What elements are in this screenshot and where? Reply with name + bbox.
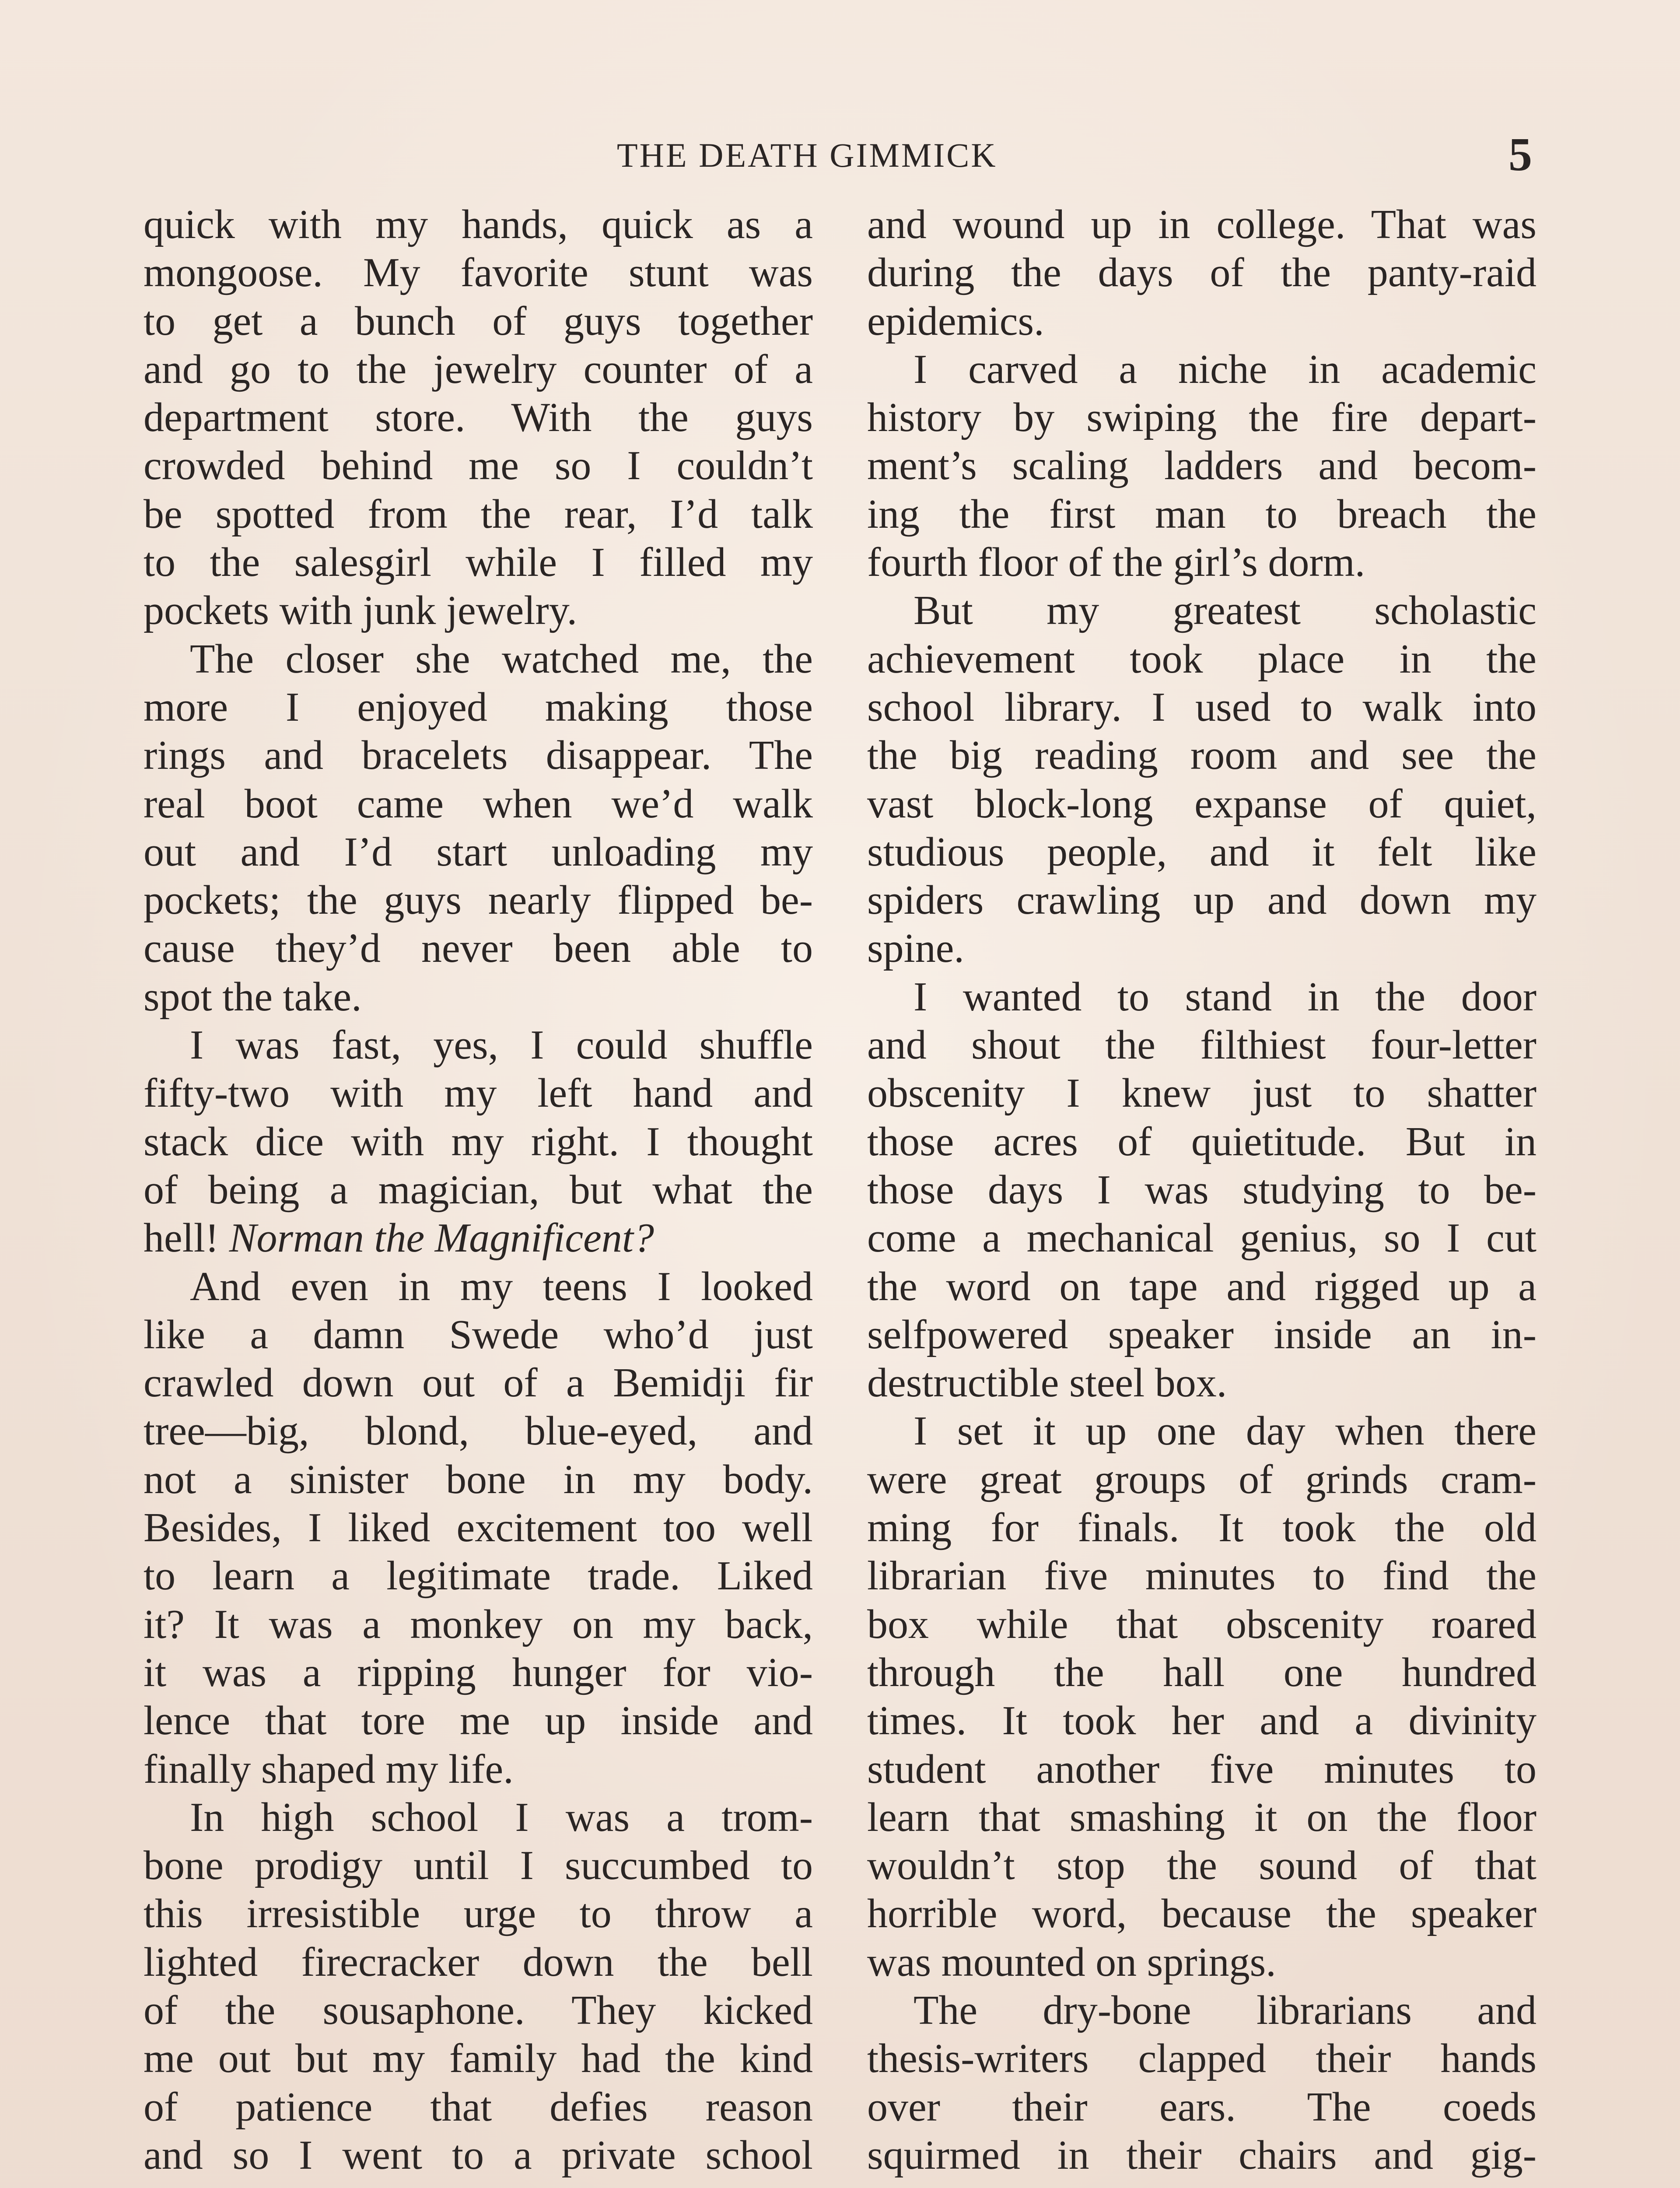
text-line [867, 1648, 1536, 1697]
text-line [144, 731, 813, 779]
line-text: horrible word, because the speaker [867, 1891, 1536, 1937]
text-line [144, 1069, 813, 1117]
line-text: epidemics. [867, 298, 1044, 344]
line-text: I carved a niche in academic [914, 346, 1536, 392]
text-line [867, 876, 1536, 924]
text-line [867, 1600, 1536, 1648]
line-text: selfpowered speaker inside an in- [867, 1311, 1536, 1357]
text-line [144, 924, 813, 972]
text-line [867, 442, 1536, 490]
text-line [867, 345, 1536, 393]
text-line [144, 586, 813, 635]
line-text: thesis-writers clapped their hands [867, 2036, 1536, 2082]
text-line [867, 2034, 1536, 2083]
line-text: squirmed in their chairs and gig- [867, 2132, 1536, 2178]
text-line [144, 2034, 813, 2083]
text-line [144, 1938, 813, 1986]
text-line [867, 2131, 1536, 2179]
line-text: stack dice with my right. I thought [144, 1119, 813, 1164]
text-line [144, 442, 813, 490]
text-line [144, 1021, 813, 1069]
line-text: librarian five minutes to find the [867, 1553, 1536, 1599]
line-text: out and I’d start unloading my [144, 829, 813, 875]
line-text: lence that tore me up inside and [144, 1698, 813, 1744]
italic-text: Norman the Magnificent? [229, 1215, 654, 1261]
text-line [867, 1214, 1536, 1262]
text-line [144, 393, 813, 442]
line-text: and shout the filthiest four-letter [867, 1022, 1536, 1068]
text-line [867, 1021, 1536, 1069]
line-text: crowded behind me so I couldn’t [144, 443, 813, 489]
text-line [867, 2083, 1536, 2131]
text-line [144, 200, 813, 249]
text-line [867, 490, 1536, 538]
text-line [144, 345, 813, 393]
text-line [867, 1359, 1536, 1407]
text-line [144, 876, 813, 924]
line-text: me out but my family had the kind [144, 2036, 813, 2082]
line-text: achievement took place in the [867, 636, 1536, 682]
left-text-column [144, 200, 813, 2179]
text-line [867, 1118, 1536, 1166]
text-line [867, 780, 1536, 828]
text-line [144, 1745, 813, 1793]
line-text: it? It was a monkey on my back, [144, 1601, 813, 1647]
text-line [867, 1986, 1536, 2034]
text-line [867, 683, 1536, 731]
text-line [867, 393, 1536, 442]
line-text: the big reading room and see the [867, 733, 1536, 778]
line-text: to the salesgirl while I filled my [144, 540, 813, 586]
line-text: quick with my hands, quick as a [144, 202, 813, 247]
text-line [144, 2083, 813, 2131]
line-text: through the hall one hundred [867, 1649, 1536, 1695]
line-text: like a damn Swede who’d just [144, 1311, 813, 1357]
text-line [144, 249, 813, 297]
line-text: crawled down out of a Bemidji fir [144, 1360, 813, 1406]
line-text: times. It took her and a divinity [867, 1698, 1536, 1744]
text-line [144, 1118, 813, 1166]
line-text: school library. I used to walk into [867, 684, 1536, 730]
line-text: spot the take. [144, 974, 362, 1020]
line-text: Besides, I liked excitement too well [144, 1505, 813, 1551]
text-line [867, 297, 1536, 345]
text-line [144, 683, 813, 731]
line-text: were great groups of grinds cram- [867, 1456, 1536, 1502]
line-text: ing the first man to breach the [867, 491, 1536, 537]
line-text: spiders crawling up and down my [867, 877, 1536, 923]
text-line [867, 973, 1536, 1021]
text-line [144, 1311, 813, 1359]
text-line [867, 1697, 1536, 1745]
text-line [867, 1262, 1536, 1311]
text-line [144, 1407, 813, 1455]
text-line [867, 1841, 1536, 1890]
line-text: history by swiping the fire depart- [867, 395, 1536, 441]
text-line [867, 731, 1536, 779]
text-line [144, 973, 813, 1021]
line-text: be spotted from the rear, I’d talk [144, 491, 813, 537]
line-text: obscenity I knew just to shatter [867, 1070, 1536, 1116]
text-line [144, 1166, 813, 1214]
line-text: over their ears. The coeds [867, 2084, 1536, 2130]
text-line [144, 297, 813, 345]
line-text: rings and bracelets disappear. The [144, 733, 813, 778]
text-line [867, 1552, 1536, 1600]
line-text: finally shaped my life. [144, 1746, 514, 1792]
text-line [867, 1166, 1536, 1214]
text-line [144, 490, 813, 538]
text-line [144, 1504, 813, 1552]
line-text: during the days of the panty-raid [867, 250, 1536, 296]
line-text: hell! [144, 1215, 229, 1261]
text-line [144, 1648, 813, 1697]
line-text: not a sinister bone in my body. [144, 1456, 813, 1502]
text-line [867, 1407, 1536, 1455]
line-text: In high school I was a trom- [190, 1794, 813, 1840]
line-text: of being a magician, but what the [144, 1167, 813, 1213]
line-text: box while that obscenity roared [867, 1601, 1536, 1647]
text-line [867, 1069, 1536, 1117]
text-line [144, 1793, 813, 1841]
line-text: of patience that defies reason [144, 2084, 813, 2130]
line-text: destructible steel box. [867, 1360, 1227, 1406]
line-text: to get a bunch of guys together [144, 298, 813, 344]
line-text: ming for finals. It took the old [867, 1505, 1536, 1551]
line-text: come a mechanical genius, so I cut [867, 1215, 1536, 1261]
line-text: I was fast, yes, I could shuffle [190, 1022, 813, 1068]
line-text: The closer she watched me, the [190, 636, 813, 682]
line-text: those acres of quietitude. But in [867, 1119, 1536, 1164]
text-line [144, 1552, 813, 1600]
line-text: vast block-long expanse of quiet, [867, 781, 1536, 827]
text-line [144, 635, 813, 683]
line-text: and wound up in college. That was [867, 202, 1536, 247]
line-text: the word on tape and rigged up a [867, 1263, 1536, 1309]
line-text: real boot came when we’d walk [144, 781, 813, 827]
line-text: those days I was studying to be- [867, 1167, 1536, 1213]
line-text: studious people, and it felt like [867, 829, 1536, 875]
text-line [867, 828, 1536, 876]
text-line [144, 1986, 813, 2034]
text-line [144, 1841, 813, 1890]
page-number: 5 [1508, 129, 1532, 181]
text-line [144, 2131, 813, 2179]
text-line [867, 538, 1536, 586]
line-text: department store. With the guys [144, 395, 813, 441]
text-line [144, 1262, 813, 1311]
line-text: But my greatest scholastic [914, 588, 1536, 634]
text-line [867, 249, 1536, 297]
line-text: spine. [867, 926, 964, 971]
line-text: bone prodigy until I succumbed to [144, 1843, 813, 1889]
line-text: learn that smashing it on the floor [867, 1794, 1536, 1840]
line-text: I wanted to stand in the door [914, 974, 1536, 1020]
line-text: to learn a legitimate trade. Liked [144, 1553, 813, 1599]
text-line [144, 780, 813, 828]
text-line [867, 1455, 1536, 1504]
text-line [867, 200, 1536, 249]
text-line [144, 828, 813, 876]
text-line [144, 1455, 813, 1504]
text-line [867, 1938, 1536, 1986]
line-text: of the sousaphone. They kicked [144, 1987, 813, 2033]
line-text: mongoose. My favorite stunt was [144, 250, 813, 296]
line-text: was mounted on springs. [867, 1939, 1276, 1985]
text-line [867, 1793, 1536, 1841]
text-line [867, 1311, 1536, 1359]
line-text: student another five minutes to [867, 1746, 1536, 1792]
line-text: more I enjoyed making those [144, 684, 813, 730]
text-line [867, 586, 1536, 635]
line-text: lighted firecracker down the bell [144, 1939, 813, 1985]
text-line [867, 635, 1536, 683]
text-line [144, 1697, 813, 1745]
text-line [867, 1504, 1536, 1552]
line-text: tree—big, blond, blue-eyed, and [144, 1408, 813, 1454]
line-text: wouldn’t stop the sound of that [867, 1843, 1536, 1889]
text-line [867, 1890, 1536, 1938]
text-line [867, 924, 1536, 972]
text-line [867, 1745, 1536, 1793]
text-line [144, 1214, 813, 1262]
text-line [144, 1359, 813, 1407]
line-text: I set it up one day when there [914, 1408, 1536, 1454]
line-text: The dry-bone librarians and [914, 1987, 1536, 2033]
line-text: fourth floor of the girl’s dorm. [867, 540, 1365, 586]
text-line [144, 538, 813, 586]
line-text: and go to the jewelry counter of a [144, 346, 813, 392]
right-text-column [867, 200, 1536, 2179]
running-title: THE DEATH GIMMICK [617, 136, 998, 174]
line-text: And even in my teens I looked [190, 1263, 813, 1309]
line-text: and so I went to a private school [144, 2132, 813, 2178]
line-text: it was a ripping hunger for vio- [144, 1649, 813, 1695]
text-line [144, 1600, 813, 1648]
line-text: pockets; the guys nearly flipped be- [144, 877, 813, 923]
line-text: ment’s scaling ladders and becom- [867, 443, 1536, 489]
text-line [144, 1890, 813, 1938]
line-text: this irresistible urge to throw a [144, 1891, 813, 1937]
line-text: pockets with junk jewelry. [144, 588, 578, 634]
line-text: fifty-two with my left hand and [144, 1070, 813, 1116]
line-text: cause they’d never been able to [144, 926, 813, 971]
